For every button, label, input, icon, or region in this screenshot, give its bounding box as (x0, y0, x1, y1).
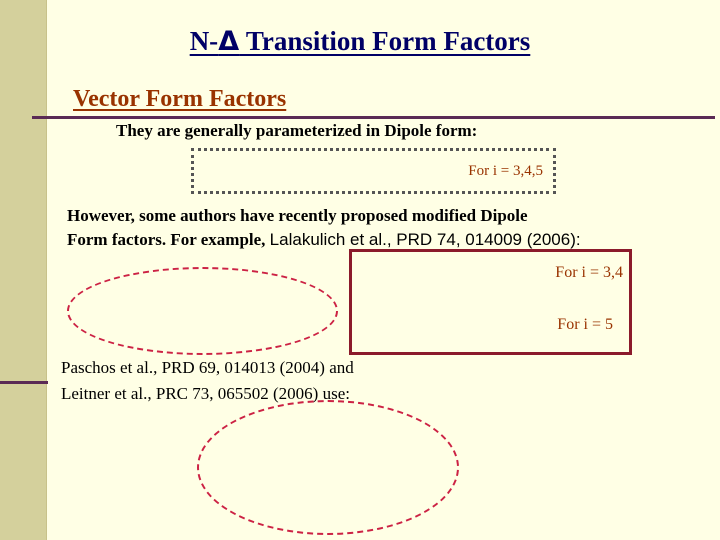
title-rest: Transition Form Factors (239, 26, 531, 56)
title-prefix: N- (189, 26, 219, 56)
title-divider-rule (32, 116, 715, 119)
box2-index-note-2: For i = 5 (557, 316, 613, 333)
paragraph-citation: Lalakulich et al., PRD 74, 014009 (2006): (269, 230, 581, 249)
box1-index-note: For i = 3,4,5 (468, 163, 543, 179)
slide-title (0, 26, 720, 57)
refs-line-1: Paschos et al., PRD 69, 014013 (2004) and (61, 358, 354, 377)
highlight-ellipse-1 (67, 267, 338, 355)
highlight-ellipse-2 (197, 400, 459, 535)
refs-line-2: Leitner et al., PRC 73, 065502 (2006) use: (61, 384, 350, 403)
modified-dipole-box (349, 249, 632, 355)
delta-symbol: Δ (218, 26, 240, 57)
intro-text: They are generally parameterized in Dipole form: (116, 121, 478, 140)
box2-index-note-1: For i = 3,4 (555, 264, 623, 281)
paragraph-line-1: However, some authors have recently proposed modified Dipole (67, 206, 528, 225)
paragraph-line-2a: Form factors. For example, (67, 230, 270, 249)
dipole-formula-box (191, 148, 556, 194)
left-divider-rule (0, 381, 48, 384)
paragraph-line-2 (67, 230, 581, 250)
section-subtitle: Vector Form Factors (73, 86, 287, 112)
left-decor-band (0, 0, 47, 540)
